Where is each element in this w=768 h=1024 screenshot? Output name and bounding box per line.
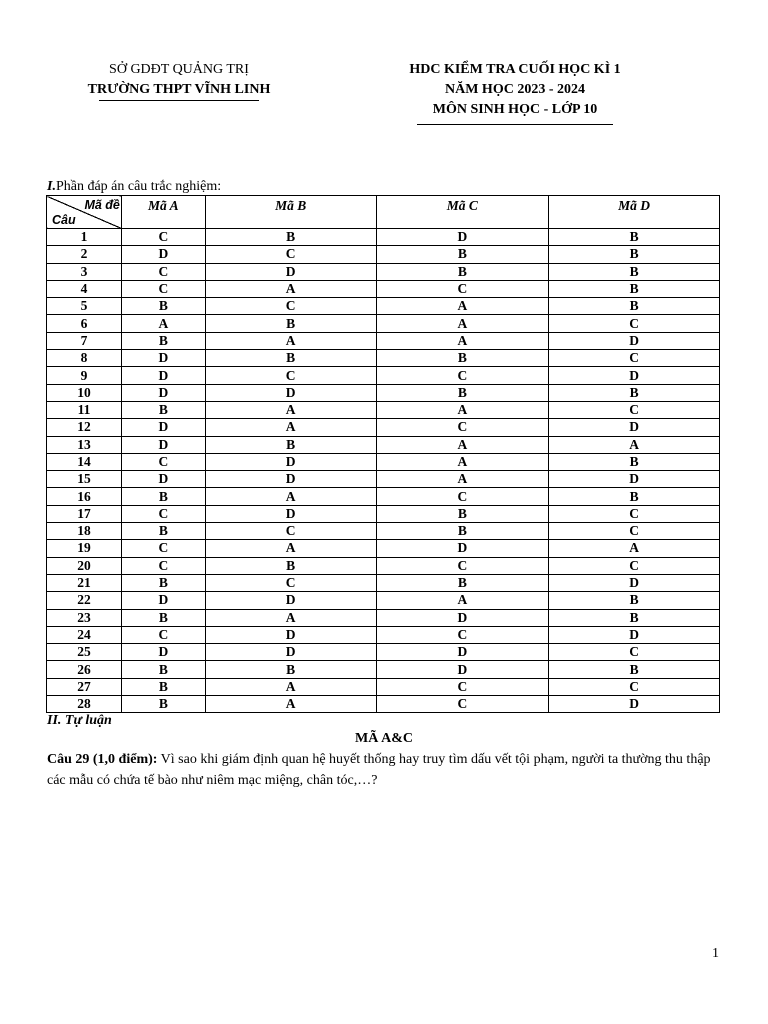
section-1-title: Phần đáp án câu trắc nghiệm:	[55, 179, 222, 194]
question-number-cell: 7	[47, 332, 122, 349]
question-number-cell: 18	[47, 523, 122, 540]
answer-cell: C	[376, 488, 549, 505]
answer-cell: B	[376, 350, 549, 367]
answer-cell: A	[376, 298, 549, 315]
question-number-cell: 12	[47, 419, 122, 436]
column-header-ma-a: Mã A	[121, 196, 205, 229]
question-number-cell: 17	[47, 505, 122, 522]
answer-cell: B	[121, 298, 205, 315]
answer-cell: D	[549, 332, 720, 349]
header-right	[360, 60, 670, 125]
answer-cell: D	[205, 592, 376, 609]
table-row	[47, 523, 720, 540]
answer-cell: D	[549, 367, 720, 384]
question-number-cell: 10	[47, 384, 122, 401]
answer-cell: B	[205, 661, 376, 678]
answer-cell: B	[549, 453, 720, 470]
table-row	[47, 557, 720, 574]
answer-cell: D	[376, 229, 549, 246]
answer-cell: D	[376, 609, 549, 626]
question-number-cell: 16	[47, 488, 122, 505]
answer-cell: D	[121, 350, 205, 367]
table-header-row	[47, 196, 720, 229]
answer-cell: A	[376, 592, 549, 609]
question-number-cell: 1	[47, 229, 122, 246]
answer-cell: C	[205, 246, 376, 263]
answer-cell: B	[549, 229, 720, 246]
table-row	[47, 453, 720, 470]
answer-cell: A	[376, 436, 549, 453]
answer-cell: D	[121, 384, 205, 401]
answer-cell: D	[205, 626, 376, 643]
answer-cell: A	[205, 540, 376, 557]
answer-cell: C	[549, 350, 720, 367]
answer-cell: B	[121, 661, 205, 678]
answer-cell: A	[205, 488, 376, 505]
answer-cell: B	[549, 609, 720, 626]
answer-cell: C	[205, 367, 376, 384]
answer-cell: A	[205, 401, 376, 418]
answer-cell: D	[549, 626, 720, 643]
answer-cell: B	[121, 696, 205, 713]
answer-cell: B	[376, 574, 549, 591]
answer-cell: B	[121, 523, 205, 540]
question-number-cell: 15	[47, 471, 122, 488]
answer-cell: D	[121, 592, 205, 609]
column-header-ma-b: Mã B	[205, 196, 376, 229]
question-number-cell: 24	[47, 626, 122, 643]
answer-cell: A	[205, 280, 376, 297]
answer-cell: C	[549, 505, 720, 522]
answer-cell: C	[121, 229, 205, 246]
answer-cell: B	[205, 229, 376, 246]
table-row	[47, 626, 720, 643]
table-row	[47, 315, 720, 332]
header-left-underline	[99, 100, 259, 101]
question-number-cell: 2	[47, 246, 122, 263]
table-row	[47, 609, 720, 626]
table-row	[47, 263, 720, 280]
answer-cell: B	[121, 332, 205, 349]
answer-cell: C	[549, 678, 720, 695]
table-row	[47, 661, 720, 678]
question-number-cell: 19	[47, 540, 122, 557]
section-1-number: I.	[47, 179, 56, 194]
question-number-cell: 14	[47, 453, 122, 470]
question-number-cell: 21	[47, 574, 122, 591]
answer-cell: B	[376, 246, 549, 263]
answer-cell: D	[121, 419, 205, 436]
answer-cell: B	[121, 401, 205, 418]
answer-cell: A	[549, 540, 720, 557]
question-number-cell: 6	[47, 315, 122, 332]
answer-cell: B	[205, 557, 376, 574]
answer-cell: B	[376, 263, 549, 280]
answer-cell: B	[205, 315, 376, 332]
answer-cell: B	[549, 592, 720, 609]
answer-cell: A	[376, 315, 549, 332]
answer-cell: C	[205, 298, 376, 315]
answer-cell: D	[205, 644, 376, 661]
column-header-ma-d: Mã D	[549, 196, 720, 229]
answer-cell: D	[549, 696, 720, 713]
answer-cell: D	[121, 246, 205, 263]
answer-cell: C	[121, 626, 205, 643]
answer-cell: A	[121, 315, 205, 332]
page-number: 1	[712, 946, 719, 961]
table-row	[47, 574, 720, 591]
answer-cell: D	[121, 436, 205, 453]
answer-cell: A	[205, 678, 376, 695]
answer-cell: D	[205, 453, 376, 470]
question-number-cell: 9	[47, 367, 122, 384]
answer-cell: A	[376, 332, 549, 349]
school-name: TRƯỜNG THPT VĨNH LINH	[87, 82, 271, 97]
table-row	[47, 401, 720, 418]
corner-label-question: Câu	[52, 213, 76, 227]
table-row	[47, 592, 720, 609]
table-row	[47, 678, 720, 695]
answer-cell: A	[205, 609, 376, 626]
table-row	[47, 436, 720, 453]
answer-cell: D	[205, 471, 376, 488]
answer-cell: C	[376, 696, 549, 713]
question-number-cell: 4	[47, 280, 122, 297]
answer-cell: D	[205, 505, 376, 522]
header-right-underline	[417, 124, 613, 125]
question-number-cell: 28	[47, 696, 122, 713]
answer-cell: A	[376, 401, 549, 418]
column-header-ma-c: Mã C	[376, 196, 549, 229]
answer-cell: C	[205, 574, 376, 591]
answer-cell: D	[121, 644, 205, 661]
answer-cell: D	[121, 367, 205, 384]
answer-cell: D	[549, 574, 720, 591]
exam-title: HDC KIỂM TRA CUỐI HỌC KÌ 1	[409, 62, 621, 77]
question-label: Câu 29 (1,0 điểm):	[47, 752, 158, 767]
section-1-heading	[47, 179, 221, 195]
table-row	[47, 332, 720, 349]
table-row	[47, 540, 720, 557]
answer-cell: B	[376, 384, 549, 401]
answer-cell: A	[205, 332, 376, 349]
header-left	[44, 60, 314, 101]
question-number-cell: 5	[47, 298, 122, 315]
table-row	[47, 419, 720, 436]
answer-cell: B	[121, 574, 205, 591]
answer-cell: C	[376, 419, 549, 436]
table-row	[47, 350, 720, 367]
section-2-heading: II. Tự luận	[47, 713, 112, 728]
table-row	[47, 644, 720, 661]
answer-cell: C	[376, 557, 549, 574]
question-number-cell: 13	[47, 436, 122, 453]
answer-cell: B	[376, 523, 549, 540]
answer-cell: C	[205, 523, 376, 540]
answer-cell: B	[205, 350, 376, 367]
question-text: Vì sao khi giám định quan hệ huyết thống hay truy tìm dấu vết tội phạm, người ta thường thu thập các mẫu có chứa tế bào như niêm mạc miệng, chân tóc,…?	[47, 752, 711, 788]
answer-cell: B	[121, 488, 205, 505]
answer-cell: C	[121, 557, 205, 574]
answer-cell: C	[376, 626, 549, 643]
corner-label-exam-code: Mã đề	[84, 198, 120, 212]
question-number-cell: 22	[47, 592, 122, 609]
answer-cell: D	[121, 471, 205, 488]
table-row	[47, 696, 720, 713]
answer-cell: B	[549, 280, 720, 297]
question-number-cell: 20	[47, 557, 122, 574]
answer-cell: C	[549, 644, 720, 661]
answer-cell: C	[376, 367, 549, 384]
answer-cell: C	[121, 540, 205, 557]
table-row	[47, 384, 720, 401]
answer-cell: D	[205, 263, 376, 280]
answer-cell: D	[376, 661, 549, 678]
table-row	[47, 505, 720, 522]
answer-cell: A	[376, 471, 549, 488]
answer-cell: B	[121, 609, 205, 626]
answer-cell: D	[376, 644, 549, 661]
table-row	[47, 229, 720, 246]
exam-code-heading: MÃ A&C	[355, 731, 413, 746]
answer-cell: A	[205, 696, 376, 713]
answer-cell: B	[121, 678, 205, 695]
table-row	[47, 488, 720, 505]
subject-grade: MÔN SINH HỌC - LỚP 10	[432, 102, 598, 117]
table-row	[47, 246, 720, 263]
answer-cell: B	[205, 436, 376, 453]
answer-cell: A	[549, 436, 720, 453]
question-number-cell: 3	[47, 263, 122, 280]
answer-cell: D	[205, 384, 376, 401]
essay-question	[47, 749, 727, 791]
question-number-cell: 11	[47, 401, 122, 418]
answer-cell: B	[549, 246, 720, 263]
answer-cell: A	[376, 453, 549, 470]
answer-cell: B	[549, 661, 720, 678]
school-year: NĂM HỌC 2023 - 2024	[445, 82, 585, 97]
answer-cell: B	[549, 488, 720, 505]
question-number-cell: 26	[47, 661, 122, 678]
department-name: SỞ GDĐT QUẢNG TRỊ	[109, 62, 249, 77]
table-row	[47, 280, 720, 297]
table-row	[47, 471, 720, 488]
answer-cell: C	[549, 523, 720, 540]
answer-cell: C	[121, 263, 205, 280]
answer-cell: C	[549, 557, 720, 574]
table-row	[47, 298, 720, 315]
answer-cell: B	[549, 263, 720, 280]
answer-cell: D	[376, 540, 549, 557]
answer-cell: A	[205, 419, 376, 436]
answer-key-table	[46, 195, 720, 713]
answer-cell: D	[549, 419, 720, 436]
corner-cell	[47, 196, 122, 229]
question-number-cell: 8	[47, 350, 122, 367]
table-row	[47, 367, 720, 384]
question-number-cell: 27	[47, 678, 122, 695]
answer-cell: B	[549, 298, 720, 315]
answer-cell: C	[376, 678, 549, 695]
answer-cell: B	[376, 505, 549, 522]
answer-cell: B	[549, 384, 720, 401]
answer-cell: C	[549, 315, 720, 332]
answer-cell: C	[376, 280, 549, 297]
answer-cell: C	[121, 505, 205, 522]
answer-cell: D	[549, 471, 720, 488]
answer-cell: C	[121, 453, 205, 470]
answer-cell: C	[121, 280, 205, 297]
question-number-cell: 23	[47, 609, 122, 626]
question-number-cell: 25	[47, 644, 122, 661]
answer-key-body	[47, 229, 720, 713]
answer-cell: C	[549, 401, 720, 418]
